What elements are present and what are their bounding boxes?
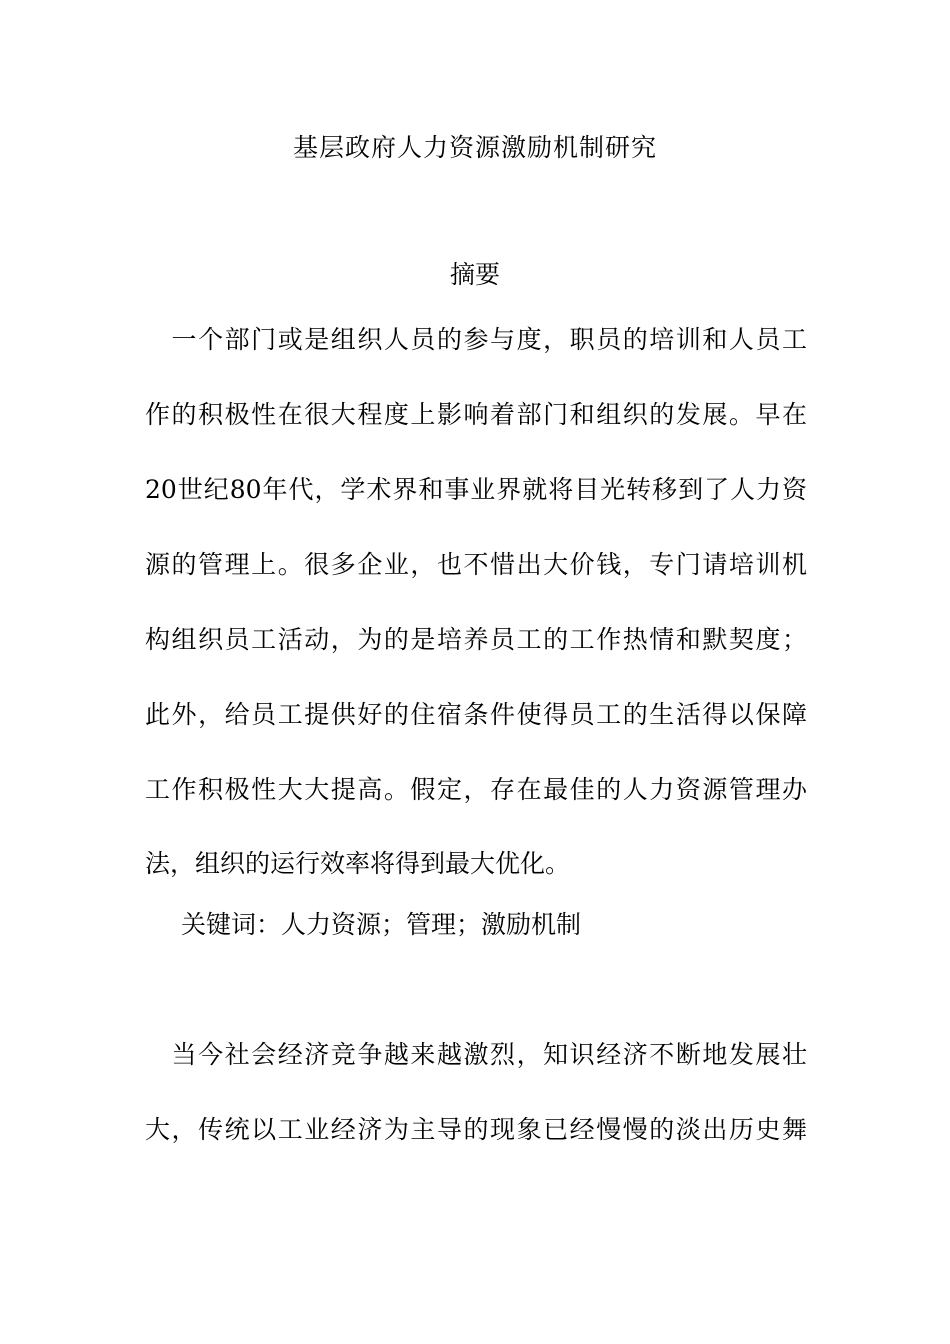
- body-line: 当今社会经济竞争越来越激烈，知识经济不断地发展壮: [145, 1040, 807, 1069]
- abstract-heading: 摘要: [449, 260, 500, 289]
- abstract-line: 此外，给员工提供好的住宿条件使得员工的生活得以保障: [145, 700, 807, 729]
- abstract-line: 作的积极性在很大程度上影响着部门和组织的发展。早在: [145, 400, 807, 429]
- body-line: 大，传统以工业经济为主导的现象已经慢慢的淡出历史舞: [145, 1115, 807, 1144]
- keywords-line: 关键词：人力资源；管理；激励机制: [181, 910, 582, 939]
- document-title: 基层政府人力资源激励机制研究: [292, 133, 657, 162]
- abstract-line: 源的管理上。很多企业，也不惜出大价钱，专门请培训机: [145, 550, 807, 579]
- abstract-line: 工作积极性大大提高。假定，存在最佳的人力资源管理办: [145, 775, 807, 804]
- abstract-line: 构组织员工活动，为的是培养员工的工作热情和默契度；: [145, 625, 807, 654]
- abstract-line: 一个部门或是组织人员的参与度，职员的培训和人员工: [145, 325, 807, 354]
- abstract-line: 法，组织的运行效率将得到最大优化。: [145, 849, 571, 878]
- abstract-line: 20世纪80年代，学术界和事业界就将目光转移到了人力资: [145, 475, 807, 504]
